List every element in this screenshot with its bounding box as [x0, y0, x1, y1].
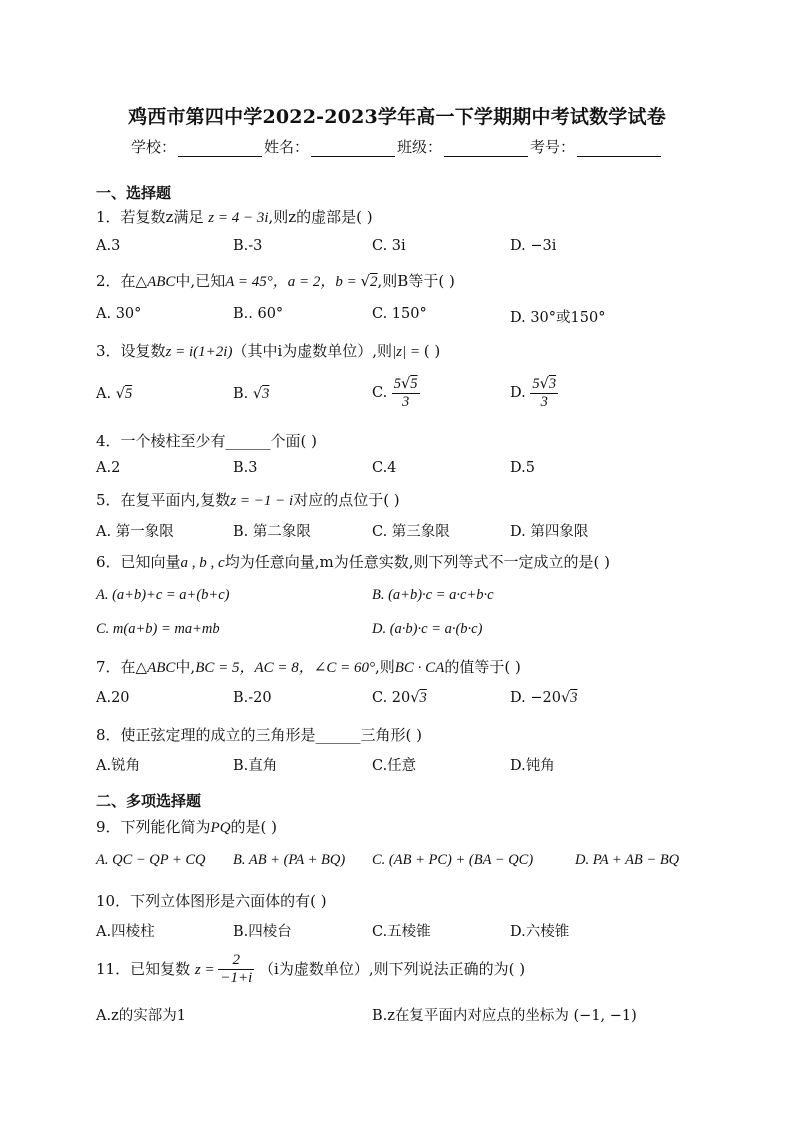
q2-option-d[interactable]: D. 30°或150° [510, 310, 606, 326]
sqrt-icon: √ [360, 272, 371, 290]
q7-dot-product: BC · CA [394, 660, 445, 676]
q2-option-b[interactable]: B.. 60° [233, 306, 284, 322]
q11-numerator: 2 [218, 952, 254, 970]
q3d-coef: 5 [532, 376, 540, 392]
q5-option-d[interactable]: D. 第四象限 [510, 524, 589, 540]
exam-title: 鸡西市第四中学2022-2023学年高一下学期期中考试数学试卷 [128, 106, 666, 128]
q2-formula: A = 45°，a = 2，b = [225, 274, 361, 290]
q5-option-a[interactable]: A. 第一象限 [96, 524, 174, 540]
school-blank[interactable] [178, 140, 262, 157]
name-blank[interactable] [311, 140, 395, 157]
q3-option-d[interactable] [510, 376, 558, 410]
sqrt-icon: √ [401, 376, 411, 392]
q7-option-d-label: D. −20 [510, 690, 561, 706]
q6-option-d[interactable]: D. (a·b)·c = a·(b·c) [372, 621, 483, 637]
q9-option-b[interactable]: B. AB + (PA + BQ) [233, 852, 346, 868]
q8-option-b[interactable]: B.直角 [233, 758, 278, 774]
q5-text-end: 对应的点位于( ) [293, 491, 400, 509]
q9-text: 9．下列能化简为 [96, 818, 211, 836]
q9-text-end: 的是( ) [230, 818, 278, 836]
question-4-stem: 4．一个棱柱至少有______个面( ) [96, 432, 318, 450]
q2-triangle: △ABC [135, 274, 176, 290]
number-label: 考号： [530, 138, 576, 156]
q5-formula: z = −1 − i [230, 493, 294, 509]
q8-option-a[interactable]: A.锐角 [96, 758, 141, 774]
sqrt-icon: √ [539, 376, 549, 392]
q11-option-b[interactable]: B.z在复平面内对应点的坐标为 (−1, −1) [372, 1008, 637, 1024]
q7-option-a[interactable]: A.20 [96, 690, 130, 706]
question-6-stem [96, 551, 610, 572]
student-info-line [0, 136, 794, 157]
q4-option-c[interactable]: C.4 [372, 460, 397, 476]
q4-option-a[interactable]: A.2 [96, 460, 121, 476]
q5-option-b[interactable]: B. 第二象限 [233, 524, 311, 540]
q3-text: 3．设复数 [96, 342, 166, 360]
class-blank[interactable] [444, 140, 528, 157]
q11-text-end: （i为虚数单位）,则下列说法正确的为( ) [259, 959, 526, 978]
question-8-stem: 8．使正弦定理的成立的三角形是______三角形( ) [96, 726, 423, 744]
q3-option-b-radicand: 3 [262, 386, 270, 402]
q3-text-mid: （其中i为虚数单位）,则 [232, 342, 393, 360]
q3-option-b-label: B. [233, 386, 249, 402]
question-2-stem [96, 270, 455, 291]
q10-option-d[interactable]: D.六棱锥 [510, 924, 570, 940]
q8-option-d[interactable]: D.钝角 [510, 758, 555, 774]
school-label: 学校： [130, 138, 176, 156]
q2-option-c[interactable]: C. 150° [372, 306, 427, 322]
q2-radicand: 2 [370, 274, 378, 290]
q3-option-a-radicand: 5 [124, 386, 133, 402]
q7-option-c[interactable] [372, 690, 427, 707]
q9-option-d[interactable]: D. PA + AB − BQ [575, 852, 680, 868]
q3c-coef: 5 [393, 376, 402, 392]
q3-formula: z = i(1+2i) [165, 344, 233, 360]
q2-text-end: ,则B等于( ) [377, 272, 455, 290]
section-heading-choice: 一、选择题 [96, 184, 172, 202]
q7-text: 7．在 [96, 658, 136, 676]
q7-option-d[interactable] [510, 690, 577, 707]
question-9-stem [96, 816, 277, 837]
q3-option-a-label: A. [96, 386, 112, 402]
q1-option-c[interactable]: C. 3i [372, 238, 406, 254]
q10-option-a[interactable]: A.四棱柱 [96, 924, 155, 940]
q2-text: 2．在 [96, 272, 136, 290]
sqrt-icon: √ [252, 386, 263, 402]
class-label: 班级： [397, 138, 443, 156]
q7d-radicand: 3 [570, 690, 578, 706]
q4-option-d[interactable]: D.5 [510, 460, 535, 476]
q7c-radicand: 3 [419, 690, 427, 706]
q5-option-c[interactable]: C. 第三象限 [372, 524, 450, 540]
question-3-stem [96, 340, 440, 361]
question-11-stem [96, 952, 525, 988]
q4-option-b[interactable]: B.3 [233, 460, 258, 476]
q1-formula: z = 4 − 3i [208, 210, 269, 226]
q7-triangle: △ABC [135, 660, 176, 676]
question-10-stem: 10．下列立体图形是六面体的有( ) [96, 892, 327, 910]
q5-text: 5．在复平面内,复数 [96, 491, 231, 509]
q9-vector: PQ [210, 820, 231, 836]
q7-text-mid: 中, [175, 658, 196, 676]
sqrt-icon: √ [560, 690, 571, 706]
q7-option-b[interactable]: B.-20 [233, 690, 272, 706]
q6-text-end: 均为任意向量,m为任意实数,则下列等式不一定成立的是( ) [224, 553, 610, 571]
q1-text-end: ,则z的虚部是( ) [268, 208, 373, 226]
q11-denominator: −1+i [220, 970, 253, 987]
section-heading-multi: 二、多项选择题 [96, 792, 202, 810]
q6-vectors: a , b , c [180, 555, 225, 571]
q6-option-a[interactable]: A. (a+b)+c = a+(b+c) [96, 587, 230, 603]
number-blank[interactable] [577, 140, 661, 157]
sqrt-icon: √ [410, 690, 420, 706]
q10-option-c[interactable]: C.五棱锥 [372, 924, 431, 940]
q7-text-end: 的值等于( ) [444, 658, 521, 676]
q3-modulus: |z| = [392, 344, 424, 360]
q6-text: 6．已知向量 [96, 553, 181, 571]
q8-option-c[interactable]: C.任意 [372, 758, 417, 774]
q3-option-b[interactable] [233, 386, 269, 403]
question-7-stem [96, 656, 521, 677]
q6-option-b[interactable]: B. (a+b)·c = a·c+b·c [372, 587, 494, 603]
q3-option-c[interactable] [372, 376, 420, 410]
q6-option-c[interactable]: C. m(a+b) = ma+mb [96, 621, 220, 637]
q2-option-a[interactable]: A. 30° [96, 306, 142, 322]
q3d-denominator: 3 [540, 393, 548, 410]
q9-option-a[interactable]: A. QC − QP + CQ [96, 852, 206, 868]
name-label: 姓名： [263, 138, 309, 156]
q9-option-c[interactable]: C. (AB + PC) + (BA − QC) [372, 852, 534, 868]
q11-lhs: z = [194, 961, 219, 978]
q2-text-mid: 中,已知 [175, 272, 226, 290]
q3d-radicand: 3 [548, 376, 557, 392]
q3c-denominator: 3 [402, 393, 410, 410]
sqrt-icon: √ [115, 386, 125, 402]
q3-text-end: ( ) [423, 342, 441, 360]
q7-text-mid2: ,则 [374, 658, 395, 676]
q3-option-c-label: C. [372, 385, 388, 402]
q3-option-d-label: D. [510, 385, 526, 402]
q10-option-b[interactable]: B.四棱台 [233, 924, 292, 940]
q1-option-b[interactable]: B.-3 [233, 238, 263, 254]
question-5-stem [96, 489, 400, 510]
q3-option-d-fraction [530, 376, 558, 410]
q11-option-a[interactable]: A.z的实部为1 [96, 1008, 186, 1024]
question-1-stem [96, 206, 373, 227]
q1-option-a[interactable]: A.3 [96, 238, 121, 254]
q1-option-d[interactable]: D. −3i [510, 238, 557, 254]
q3-option-a[interactable] [96, 386, 132, 403]
q11-fraction [218, 952, 254, 988]
q3-option-c-fraction [392, 376, 420, 410]
q3c-radicand: 5 [410, 376, 418, 392]
q7-formula: BC = 5，AC = 8，∠C = 60° [195, 660, 375, 676]
q11-text: 11．已知复数 [96, 959, 191, 978]
q7-option-c-label: C. 20 [372, 690, 411, 706]
q1-text: 1．若复数z满足 [96, 208, 204, 226]
